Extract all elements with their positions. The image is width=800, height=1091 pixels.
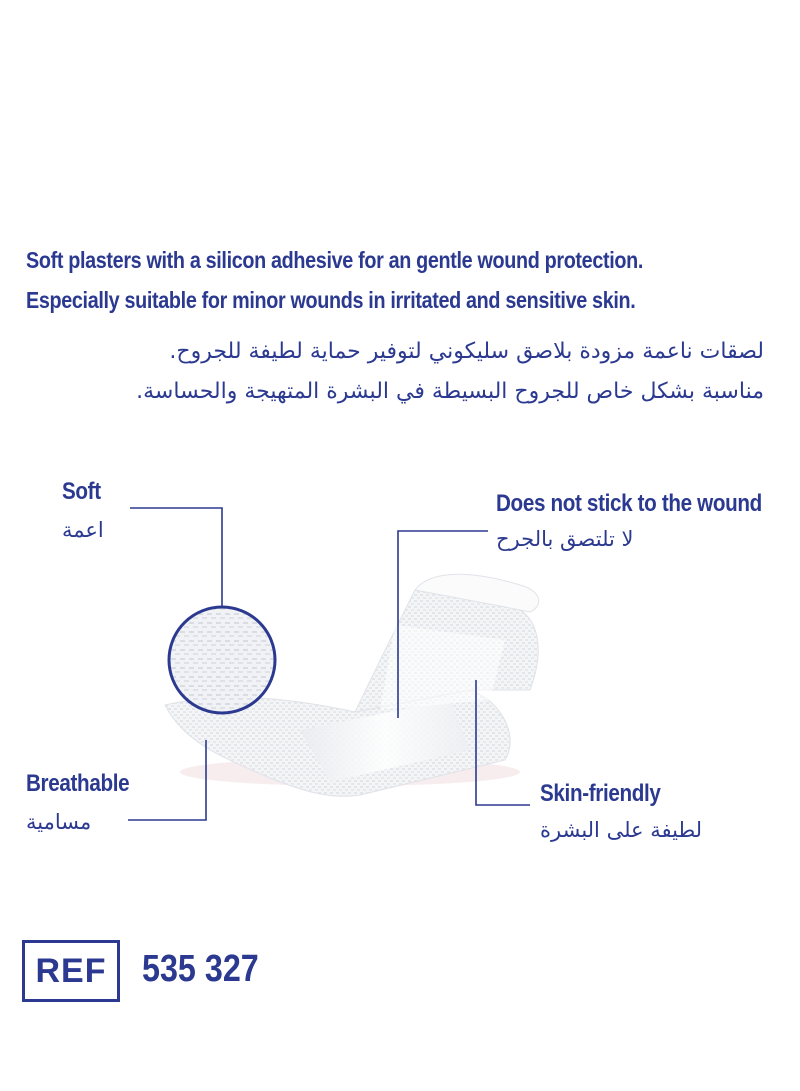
ref-number: 535 327 xyxy=(142,948,259,990)
feature-nonstick-label-ar: لا تلتصق بالجرح xyxy=(496,527,634,551)
feature-nonstick-label: Does not stick to the wound xyxy=(496,490,762,517)
description-ar-line-2: مناسبة بشكل خاص للجروح البسيطة في البشرة المتهيجة والحساسة. xyxy=(136,379,764,404)
callout-line-soft xyxy=(130,508,222,607)
feature-skin-label-ar: لطيفة على البشرة xyxy=(540,818,703,842)
feature-skin-label: Skin-friendly xyxy=(540,780,661,807)
description-en-line-1: Soft plasters with a silicon adhesive for an gentle wound protection. xyxy=(26,247,644,273)
ref-label: REF xyxy=(35,951,107,990)
callout-line-breathable xyxy=(128,740,206,820)
feature-soft-label-ar: اعمة xyxy=(62,518,104,542)
feature-breathable-label-ar: مسامية xyxy=(26,810,92,834)
feature-breathable-label: Breathable xyxy=(26,770,130,797)
description-en-line-2: Especially suitable for minor wounds in irritated and sensitive skin. xyxy=(26,287,636,313)
magnifier-circle xyxy=(169,607,275,713)
feature-soft-label: Soft xyxy=(62,478,101,505)
ref-label-box xyxy=(22,940,120,1002)
description-ar-line-1: لصقات ناعمة مزودة بلاصق سليكوني لتوفير حماية لطيفة للجروح. xyxy=(169,339,764,364)
